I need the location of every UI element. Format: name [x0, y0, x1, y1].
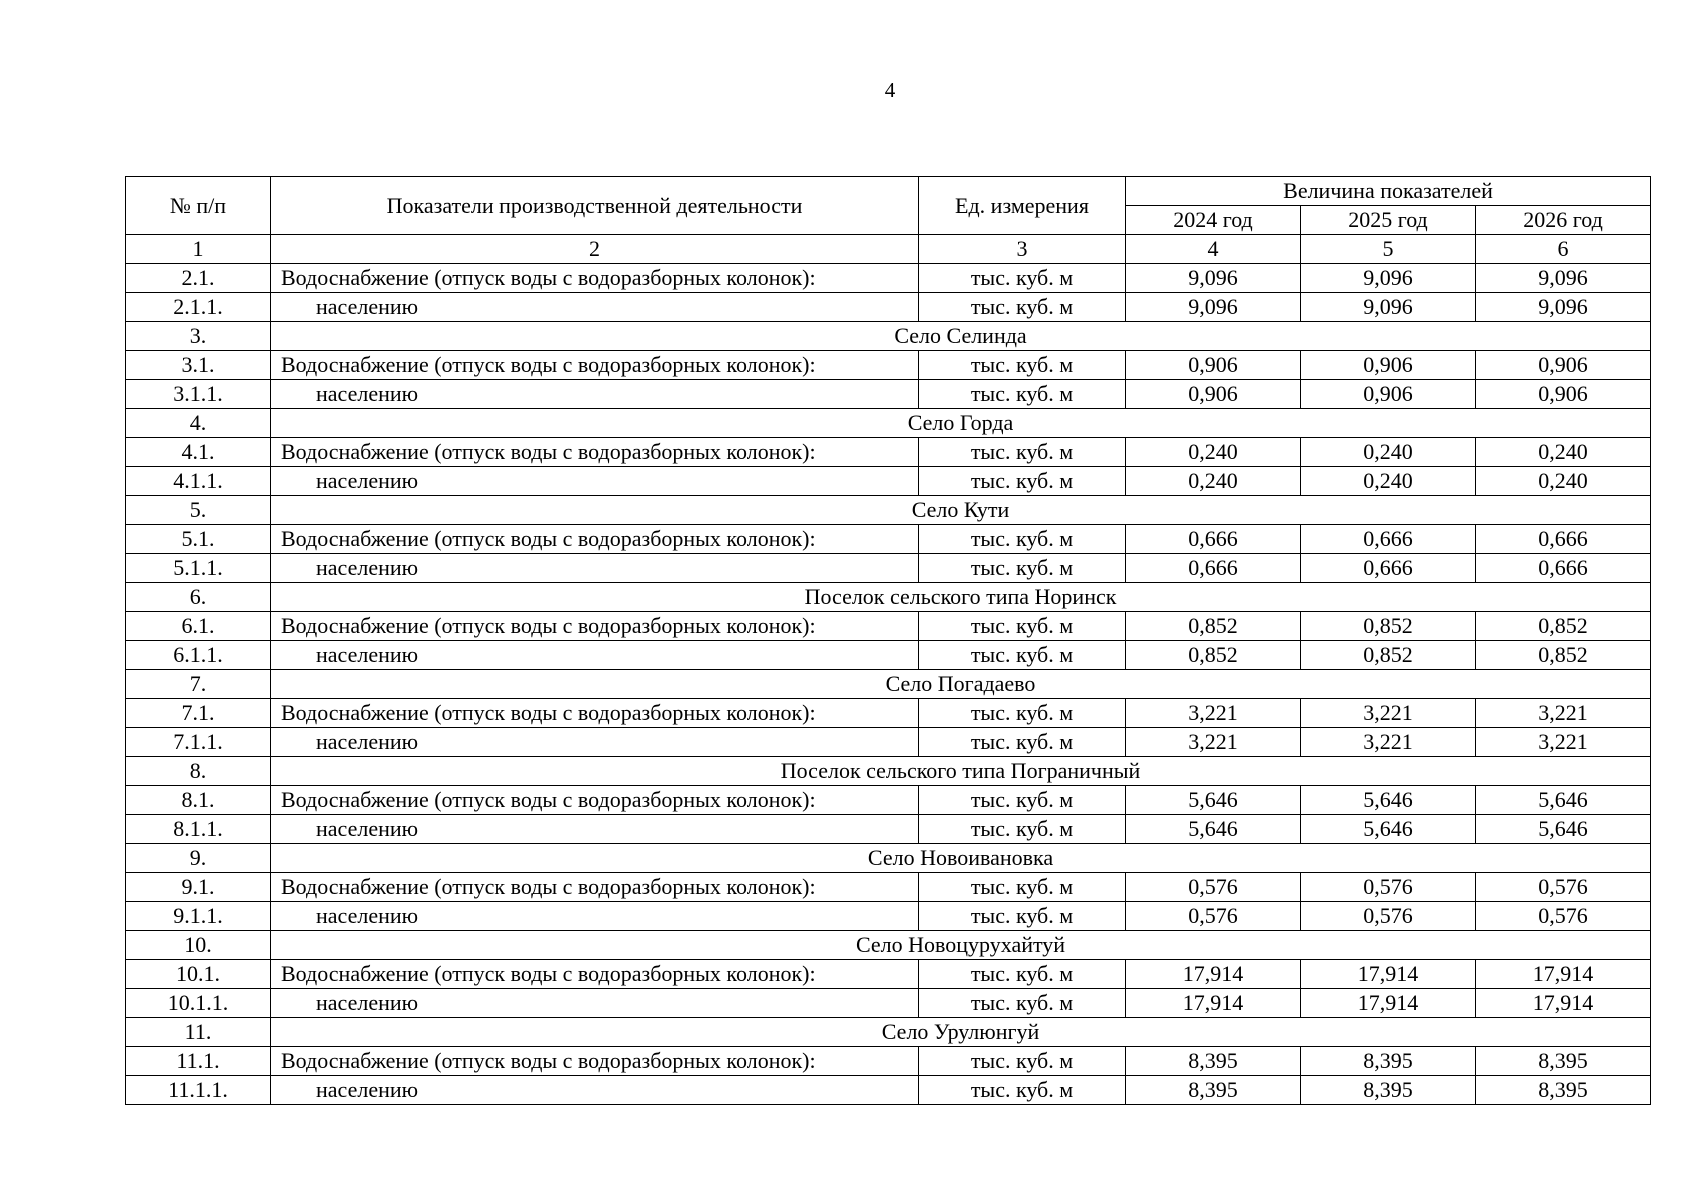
value-2024: 0,906 — [1126, 380, 1301, 409]
table-row — [126, 467, 1651, 496]
row-number: 3.1.1. — [126, 380, 271, 409]
unit-cell: тыс. куб. м — [919, 525, 1126, 554]
indicator-label: населению — [271, 641, 919, 670]
row-number: 6. — [126, 583, 271, 612]
value-2025: 0,240 — [1301, 438, 1476, 467]
unit-cell: тыс. куб. м — [919, 467, 1126, 496]
table-row — [126, 873, 1651, 902]
section-title: Поселок сельского типа Норинск — [271, 583, 1651, 612]
row-number: 9.1.1. — [126, 902, 271, 931]
indicator-label: Водоснабжение (отпуск воды с водоразборных колонок): — [271, 1047, 919, 1076]
indicator-label: Водоснабжение (отпуск воды с водоразборных колонок): — [271, 612, 919, 641]
value-2026: 0,906 — [1476, 380, 1651, 409]
value-2024: 3,221 — [1126, 728, 1301, 757]
value-2025: 5,646 — [1301, 786, 1476, 815]
unit-cell: тыс. куб. м — [919, 960, 1126, 989]
row-number: 8.1. — [126, 786, 271, 815]
row-number: 9.1. — [126, 873, 271, 902]
table-row — [126, 1076, 1651, 1105]
value-2026: 8,395 — [1476, 1047, 1651, 1076]
row-number: 6.1.1. — [126, 641, 271, 670]
table-row — [126, 786, 1651, 815]
unit-cell: тыс. куб. м — [919, 438, 1126, 467]
header-num: № п/п — [126, 177, 271, 235]
section-row — [126, 583, 1651, 612]
value-2025: 0,852 — [1301, 612, 1476, 641]
value-2024: 0,906 — [1126, 351, 1301, 380]
unit-cell: тыс. куб. м — [919, 351, 1126, 380]
value-2026: 0,576 — [1476, 873, 1651, 902]
value-2026: 5,646 — [1476, 786, 1651, 815]
value-2026: 17,914 — [1476, 960, 1651, 989]
col-number: 4 — [1126, 235, 1301, 264]
row-number: 10. — [126, 931, 271, 960]
value-2024: 5,646 — [1126, 786, 1301, 815]
value-2026: 3,221 — [1476, 728, 1651, 757]
section-title: Поселок сельского типа Пограничный — [271, 757, 1651, 786]
indicator-label: населению — [271, 554, 919, 583]
value-2024: 8,395 — [1126, 1076, 1301, 1105]
indicator-label: Водоснабжение (отпуск воды с водоразборных колонок): — [271, 960, 919, 989]
row-number: 4.1. — [126, 438, 271, 467]
unit-cell: тыс. куб. м — [919, 1076, 1126, 1105]
table-row — [126, 351, 1651, 380]
indicator-label: Водоснабжение (отпуск воды с водоразборных колонок): — [271, 525, 919, 554]
unit-cell: тыс. куб. м — [919, 699, 1126, 728]
row-number: 5.1. — [126, 525, 271, 554]
table-row — [126, 699, 1651, 728]
indicator-label: населению — [271, 467, 919, 496]
value-2024: 17,914 — [1126, 960, 1301, 989]
table-row — [126, 438, 1651, 467]
row-number: 4. — [126, 409, 271, 438]
section-row — [126, 1018, 1651, 1047]
value-2026: 5,646 — [1476, 815, 1651, 844]
indicator-label: Водоснабжение (отпуск воды с водоразборных колонок): — [271, 873, 919, 902]
row-number: 9. — [126, 844, 271, 873]
indicator-label: населению — [271, 380, 919, 409]
unit-cell: тыс. куб. м — [919, 902, 1126, 931]
row-number: 10.1. — [126, 960, 271, 989]
row-number: 2.1.1. — [126, 293, 271, 322]
table-row — [126, 525, 1651, 554]
value-2024: 17,914 — [1126, 989, 1301, 1018]
section-row — [126, 931, 1651, 960]
value-2025: 9,096 — [1301, 264, 1476, 293]
section-row — [126, 757, 1651, 786]
unit-cell: тыс. куб. м — [919, 554, 1126, 583]
section-title: Село Селинда — [271, 322, 1651, 351]
value-2024: 9,096 — [1126, 293, 1301, 322]
row-number: 7.1. — [126, 699, 271, 728]
indicator-label: населению — [271, 815, 919, 844]
value-2024: 0,576 — [1126, 873, 1301, 902]
col-number: 6 — [1476, 235, 1651, 264]
value-2024: 8,395 — [1126, 1047, 1301, 1076]
value-2025: 0,666 — [1301, 525, 1476, 554]
value-2025: 3,221 — [1301, 699, 1476, 728]
section-title: Село Урулюнгуй — [271, 1018, 1651, 1047]
table-row — [126, 380, 1651, 409]
value-2026: 0,666 — [1476, 554, 1651, 583]
value-2024: 0,240 — [1126, 467, 1301, 496]
value-2026: 0,240 — [1476, 438, 1651, 467]
row-number: 5.1.1. — [126, 554, 271, 583]
value-2025: 3,221 — [1301, 728, 1476, 757]
value-2024: 0,666 — [1126, 554, 1301, 583]
value-2026: 9,096 — [1476, 293, 1651, 322]
page-number: 4 — [884, 78, 896, 102]
value-2026: 3,221 — [1476, 699, 1651, 728]
value-2025: 0,906 — [1301, 351, 1476, 380]
unit-cell: тыс. куб. м — [919, 989, 1126, 1018]
value-2026: 9,096 — [1476, 264, 1651, 293]
value-2026: 8,395 — [1476, 1076, 1651, 1105]
indicator-label: Водоснабжение (отпуск воды с водоразборных колонок): — [271, 699, 919, 728]
header-year-2025: 2025 год — [1301, 206, 1476, 235]
value-2025: 0,906 — [1301, 380, 1476, 409]
value-2026: 0,576 — [1476, 902, 1651, 931]
row-number: 3.1. — [126, 351, 271, 380]
value-2024: 3,221 — [1126, 699, 1301, 728]
section-row — [126, 844, 1651, 873]
table-row — [126, 728, 1651, 757]
value-2026: 17,914 — [1476, 989, 1651, 1018]
value-2025: 0,576 — [1301, 902, 1476, 931]
value-2024: 0,576 — [1126, 902, 1301, 931]
value-2026: 0,906 — [1476, 351, 1651, 380]
header-values-group: Величина показателей — [1126, 177, 1651, 206]
table-row — [126, 264, 1651, 293]
section-title: Село Кути — [271, 496, 1651, 525]
value-2025: 0,240 — [1301, 467, 1476, 496]
row-number: 3. — [126, 322, 271, 351]
value-2025: 0,666 — [1301, 554, 1476, 583]
value-2026: 0,666 — [1476, 525, 1651, 554]
section-title: Село Новоивановка — [271, 844, 1651, 873]
value-2024: 0,852 — [1126, 612, 1301, 641]
value-2026: 0,240 — [1476, 467, 1651, 496]
indicator-label: населению — [271, 989, 919, 1018]
row-number: 11. — [126, 1018, 271, 1047]
section-title: Село Погадаево — [271, 670, 1651, 699]
unit-cell: тыс. куб. м — [919, 293, 1126, 322]
indicator-label: Водоснабжение (отпуск воды с водоразборных колонок): — [271, 264, 919, 293]
table-row — [126, 960, 1651, 989]
value-2024: 9,096 — [1126, 264, 1301, 293]
header-indicator: Показатели производственной деятельности — [271, 177, 919, 235]
table-row — [126, 293, 1651, 322]
value-2026: 0,852 — [1476, 612, 1651, 641]
row-number: 11.1.1. — [126, 1076, 271, 1105]
col-number: 5 — [1301, 235, 1476, 264]
row-number: 11.1. — [126, 1047, 271, 1076]
table-row — [126, 815, 1651, 844]
value-2025: 17,914 — [1301, 989, 1476, 1018]
row-number: 2.1. — [126, 264, 271, 293]
indicator-label: населению — [271, 728, 919, 757]
header-year-2024: 2024 год — [1126, 206, 1301, 235]
unit-cell: тыс. куб. м — [919, 786, 1126, 815]
column-numbers-row — [126, 235, 1651, 264]
unit-cell: тыс. куб. м — [919, 612, 1126, 641]
header-unit: Ед. измерения — [919, 177, 1126, 235]
value-2024: 5,646 — [1126, 815, 1301, 844]
value-2025: 8,395 — [1301, 1076, 1476, 1105]
value-2025: 17,914 — [1301, 960, 1476, 989]
table-row — [126, 1047, 1651, 1076]
row-number: 8. — [126, 757, 271, 786]
indicator-label: населению — [271, 902, 919, 931]
indicator-label: населению — [271, 1076, 919, 1105]
section-row — [126, 409, 1651, 438]
section-row — [126, 670, 1651, 699]
col-number: 1 — [126, 235, 271, 264]
value-2025: 0,852 — [1301, 641, 1476, 670]
row-number: 4.1.1. — [126, 467, 271, 496]
unit-cell: тыс. куб. м — [919, 873, 1126, 902]
row-number: 6.1. — [126, 612, 271, 641]
value-2025: 9,096 — [1301, 293, 1476, 322]
value-2025: 5,646 — [1301, 815, 1476, 844]
row-number: 7.1.1. — [126, 728, 271, 757]
indicator-label: Водоснабжение (отпуск воды с водоразборных колонок): — [271, 351, 919, 380]
value-2024: 0,240 — [1126, 438, 1301, 467]
col-number: 2 — [271, 235, 919, 264]
indicators-table — [125, 176, 1651, 1105]
section-title: Село Горда — [271, 409, 1651, 438]
table-row — [126, 989, 1651, 1018]
table-body — [126, 264, 1651, 1105]
row-number: 7. — [126, 670, 271, 699]
indicator-label: Водоснабжение (отпуск воды с водоразборных колонок): — [271, 438, 919, 467]
table-row — [126, 554, 1651, 583]
section-title: Село Новоцурухайтуй — [271, 931, 1651, 960]
value-2025: 8,395 — [1301, 1047, 1476, 1076]
table-row — [126, 641, 1651, 670]
unit-cell: тыс. куб. м — [919, 264, 1126, 293]
col-number: 3 — [919, 235, 1126, 264]
unit-cell: тыс. куб. м — [919, 641, 1126, 670]
value-2025: 0,576 — [1301, 873, 1476, 902]
value-2024: 0,852 — [1126, 641, 1301, 670]
indicator-label: населению — [271, 293, 919, 322]
table-row — [126, 612, 1651, 641]
unit-cell: тыс. куб. м — [919, 728, 1126, 757]
unit-cell: тыс. куб. м — [919, 815, 1126, 844]
row-number: 5. — [126, 496, 271, 525]
value-2026: 0,852 — [1476, 641, 1651, 670]
value-2024: 0,666 — [1126, 525, 1301, 554]
section-row — [126, 496, 1651, 525]
header-year-2026: 2026 год — [1476, 206, 1651, 235]
unit-cell: тыс. куб. м — [919, 1047, 1126, 1076]
table-row — [126, 902, 1651, 931]
indicator-label: Водоснабжение (отпуск воды с водоразборных колонок): — [271, 786, 919, 815]
section-row — [126, 322, 1651, 351]
row-number: 8.1.1. — [126, 815, 271, 844]
row-number: 10.1.1. — [126, 989, 271, 1018]
unit-cell: тыс. куб. м — [919, 380, 1126, 409]
